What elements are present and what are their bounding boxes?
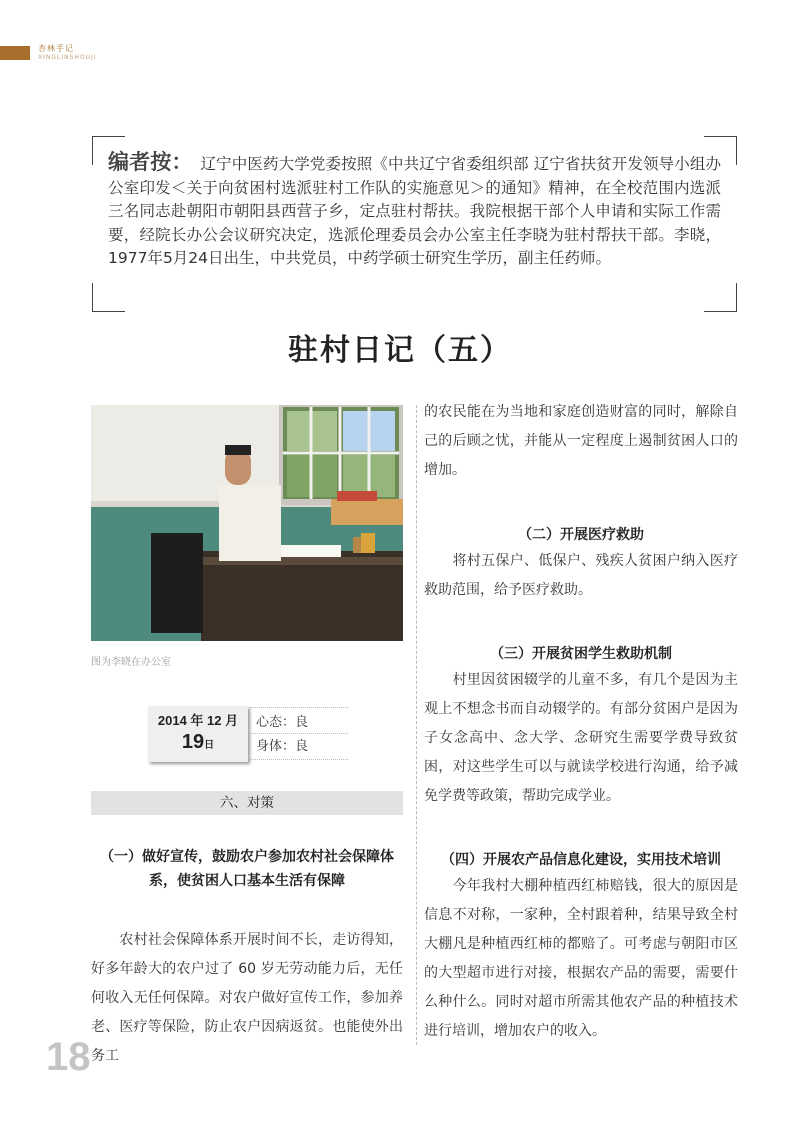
subheading-4: （四）开展农产品信息化建设，实用技术培训	[441, 852, 721, 868]
diary-day: 19日	[181, 731, 215, 753]
subheading-1: （一）做好宣传，鼓励农户参加农村社会保障体系，使贫困人口基本生活有保障	[100, 849, 394, 889]
subheading-2: （二）开展医疗救助	[518, 527, 644, 543]
editor-note	[108, 150, 721, 271]
photo-caption: 图为李晓在办公室	[91, 657, 171, 668]
diary-status	[256, 711, 308, 759]
paragraph-4: 今年我村大棚种植西红柿赔钱，很大的原因是信息不对称，一家种，全村跟着种，结果导致全村大棚凡是种植西红柿的都赔了。可考虑与朝阳市区的大型超市进行对接，根据农产品的需要，需要什么种什么。同时对超市所需其他农产品的种植技术进行培训，增加农户的收入。	[424, 878, 739, 1039]
editor-note-text: 辽宁中医药大学党委按照《中共辽宁省委组织部 辽宁省扶贫开发领导小组办公室印发＜关于向贫困村选派驻村工作队的实施意见＞的通知》精神，在全校范围内选派三名同志赴朝阳市朝阳县西营子乡，定点驻村帮扶。我院根据干部个人申请和实际工作需要，经院长办公会议研究决定，选派伦理委员会办公室主任李晓为驻村帮扶干部。李晓，1977年5月24日出生，中共党员，中药学硕士研究生学历，副主任药师。	[108, 155, 721, 267]
page-number: 18	[46, 1035, 91, 1079]
article-title: 驻村日记（五）	[288, 333, 512, 368]
column-divider	[416, 405, 417, 1045]
section-heading: 六、对策	[91, 791, 403, 815]
right-column	[424, 398, 738, 1046]
editor-note-box	[92, 136, 737, 312]
diary-date-box	[148, 706, 248, 762]
column-marker-bar	[0, 46, 30, 60]
paragraph-1: 农村社会保障体系开展时间不长，走访得知，好多年龄大的农户过了 60 岁无劳动能力后，无任何收入无任何保障。对农户做好宣传工作，参加养老、医疗等保险，防止农户因病返贫。也能使外出务工	[91, 932, 404, 1064]
editor-note-label: 编者按：	[108, 149, 193, 174]
health-status: 身体：良	[256, 739, 309, 754]
subheading-3: （三）开展贫困学生救助机制	[490, 646, 672, 662]
paragraph-3: 村里因贫困辍学的儿童不多，有几个是因为主观上不想念书而自动辍学的。有部分贫困户是因为子女念高中、念大学、念研究生需要学费导致贫困，对这些学生可以与就读学校进行沟通，给予减免学费等政策，帮助完成学业。	[424, 672, 739, 804]
office-photo	[91, 405, 403, 641]
column-name-pinyin: XINGLINSHOUJI	[38, 54, 97, 61]
mood-status: 心态：良	[256, 715, 309, 730]
paragraph-1-continued: 的农民能在为当地和家庭创造财富的同时，解除自己的后顾之忧，并能从一定程度上遏制贫困人口的增加。	[424, 404, 738, 478]
paragraph-2: 将村五保户、低保户、残疾人贫困户纳入医疗救助范围，给予医疗救助。	[424, 553, 739, 598]
diary-year-month: 2014 年 12 月	[157, 713, 239, 728]
column-name: 杏林手记	[38, 44, 74, 53]
